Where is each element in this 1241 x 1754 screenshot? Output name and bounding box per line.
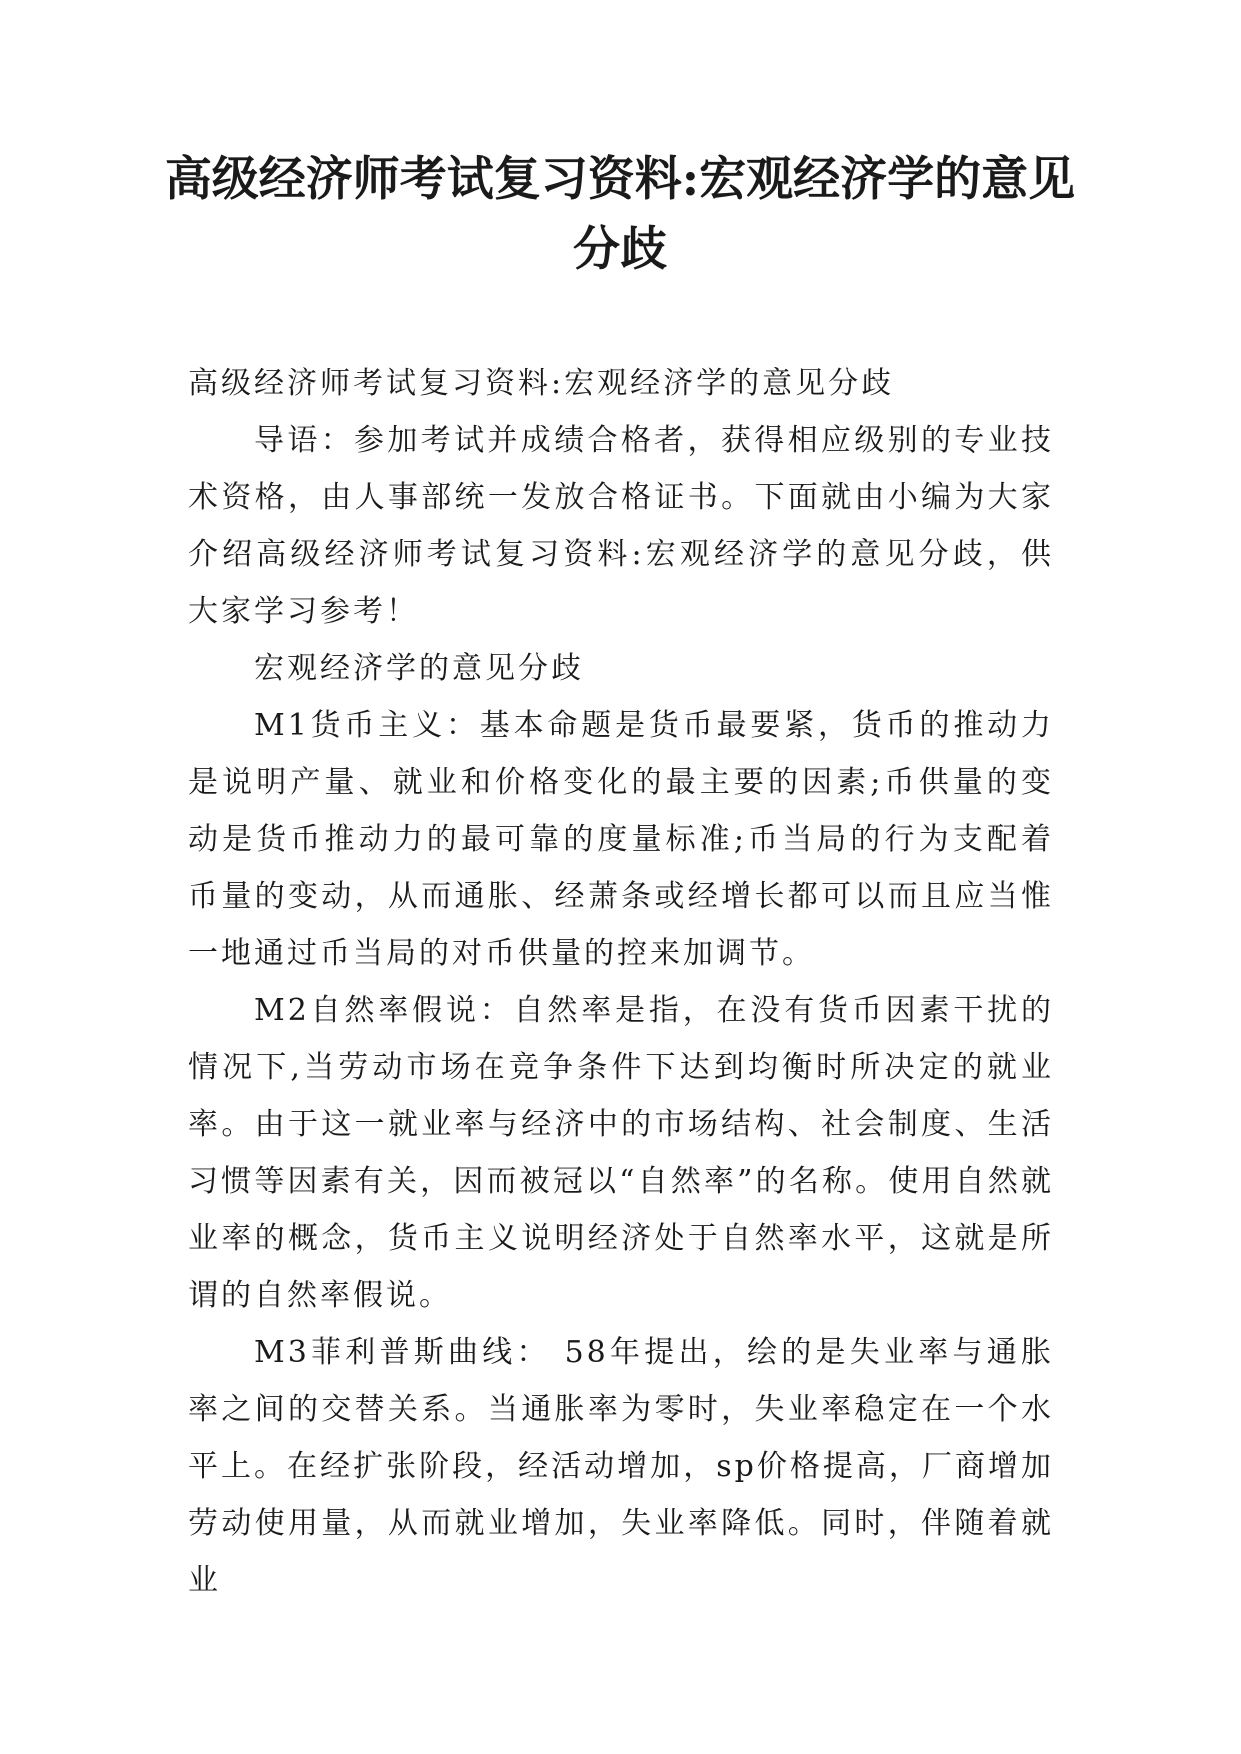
paragraph-m3: M3菲利普斯曲线： 58年提出，绘的是失业率与通胀率之间的交替关系。当通胀率为零时，失业率稳定在一个水平上。在经扩张阶段，经活动增加，sp价格提高，厂商增加劳动使用量，从而就业增加，失业率降低。同时，伴随着就业 xyxy=(188,1335,1054,1598)
document-title: 高级经济师考试复习资料:宏观经济学的意见分歧 xyxy=(164,152,1076,277)
body-heading-line: 高级经济师考试复习资料:宏观经济学的意见分歧 xyxy=(188,366,895,401)
paragraph-m1: M1货币主义：基本命题是货币最要紧，货币的推动力是说明产量、就业和价格变化的最主要的因素;币供量的变动是货币推动力的最可靠的度量标准;币当局的行为支配着币量的变动，从而通胀、经萧条或经增长都可以而且应当惟一地通过币当局的对币供量的控来加调节。 xyxy=(188,708,1054,971)
document-body xyxy=(188,355,1054,1609)
paragraph-m2: M2自然率假说：自然率是指，在没有货币因素干扰的情况下,当劳动市场在竞争条件下达到均衡时所决定的就业率。由于这一就业率与经济中的市场结构、社会制度、生活习惯等因素有关，因而被冠以“自然率”的名称。使用自然就业率的概念，货币主义说明经济处于自然率水平，这就是所谓的自然率假说。 xyxy=(188,993,1054,1313)
section-heading: 宏观经济学的意见分歧 xyxy=(254,651,584,686)
intro-paragraph: 导语：参加考试并成绩合格者，获得相应级别的专业技术资格，由人事部统一发放合格证书。下面就由小编为大家介绍高级经济师考试复习资料:宏观经济学的意见分歧，供大家学习参考！ xyxy=(188,423,1054,629)
